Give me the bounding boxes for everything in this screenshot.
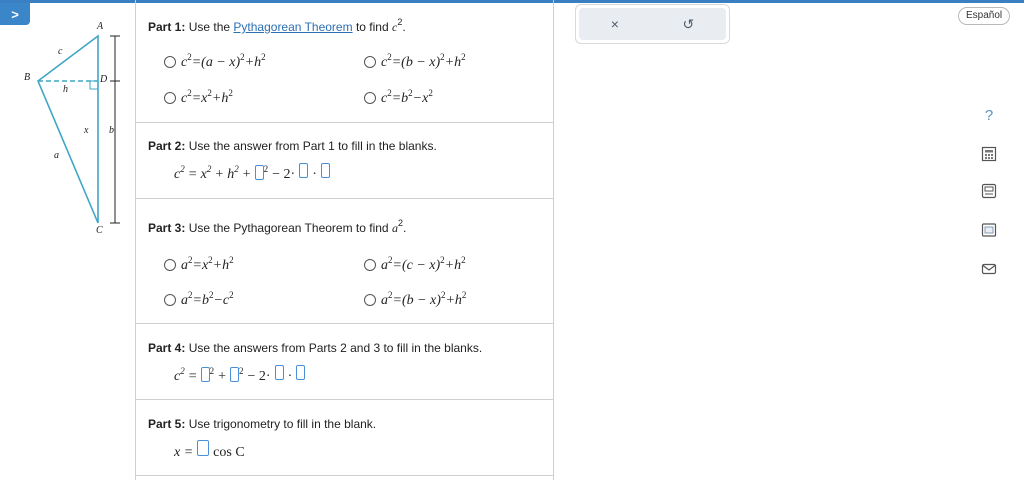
part-3-option-4[interactable]: $a^2=(b - x)^2+h^2$	[364, 290, 466, 309]
segment-label-c: c	[58, 46, 63, 57]
part-1-title: Part 1: Use the Pythagorean Theorem to find $c^2$.	[148, 17, 406, 34]
message-icon[interactable]	[980, 260, 998, 278]
vertex-label-b: B	[24, 72, 31, 83]
close-icon[interactable]: ×	[610, 16, 619, 32]
segment-label-x: x	[84, 125, 89, 136]
blank-input[interactable]	[299, 163, 308, 178]
part-1	[136, 0, 553, 123]
part-5-title: Part 5: Use trigonometry to fill in the blank.	[148, 417, 377, 431]
vertex-label-c: C	[96, 225, 103, 236]
tool-panel	[575, 4, 730, 44]
help-icon[interactable]: ?	[984, 106, 994, 124]
part-2	[136, 123, 553, 199]
radio-button[interactable]	[364, 56, 376, 68]
part-1-option-3[interactable]: $c^2=x^2+h^2$	[164, 88, 233, 107]
radio-button[interactable]	[364, 259, 376, 271]
part-3	[136, 199, 553, 324]
part-1-option-2[interactable]: $c^2=(b - x)^2+h^2$	[364, 52, 466, 71]
vertex-label-d: D	[100, 74, 108, 85]
segment-label-a: a	[54, 150, 59, 161]
radio-button[interactable]	[364, 92, 376, 104]
segment-label-b: b	[109, 125, 114, 136]
part-4-title: Part 4: Use the answers from Parts 2 and 3 to fill in the blanks.	[148, 341, 483, 355]
blank-input[interactable]	[255, 165, 264, 180]
part-4	[136, 324, 553, 400]
radio-button[interactable]	[164, 259, 176, 271]
part-5-equation: x = cos C	[174, 440, 245, 461]
blank-input[interactable]	[275, 365, 284, 380]
pythagorean-theorem-link[interactable]: Pythagorean Theorem	[233, 20, 353, 34]
chevron-right-icon[interactable]: >	[0, 3, 30, 25]
radio-button[interactable]	[164, 294, 176, 306]
blank-input[interactable]	[321, 163, 330, 178]
triangle-figure	[20, 18, 135, 238]
part-5	[136, 400, 553, 476]
part-1-option-1[interactable]: $c^2=(a - x)^2+h^2$	[164, 52, 266, 71]
blank-input[interactable]	[296, 365, 305, 380]
undo-icon[interactable]: ↺	[682, 15, 695, 32]
part-3-title: Part 3: Use the Pythagorean Theorem to find $a^2$.	[148, 218, 407, 235]
tool-panel-inner	[579, 8, 726, 40]
part-3-option-2[interactable]: $a^2=(c - x)^2+h^2$	[364, 255, 466, 274]
part-3-option-3[interactable]: $a^2=b^2-c^2$	[164, 290, 234, 309]
calculator-alt-icon[interactable]	[980, 182, 998, 200]
part-3-option-1[interactable]: $a^2=x^2+h^2$	[164, 255, 234, 274]
blank-input[interactable]	[230, 367, 239, 382]
textbook-icon[interactable]	[980, 221, 998, 239]
calculator-icon[interactable]	[980, 145, 998, 163]
part-4-equation: $c^2$ = $^2$ + $^2$ − 2· ·	[174, 365, 305, 385]
language-button[interactable]: Español	[958, 7, 1010, 25]
column-divider-right	[553, 0, 554, 480]
radio-button[interactable]	[164, 56, 176, 68]
vertex-label-a: A	[97, 21, 104, 32]
part-1-option-4[interactable]: $c^2=b^2-x^2$	[364, 88, 433, 107]
radio-button[interactable]	[164, 92, 176, 104]
blank-input[interactable]	[197, 440, 209, 456]
radio-button[interactable]	[364, 294, 376, 306]
segment-label-h: h	[63, 84, 68, 95]
part-2-equation: $c^2$ = $x^2$ + $h^2$ + $^2$ − 2· ·	[174, 163, 330, 183]
part-2-title: Part 2: Use the answer from Part 1 to fill in the blanks.	[148, 139, 437, 153]
blank-input[interactable]	[201, 367, 210, 382]
